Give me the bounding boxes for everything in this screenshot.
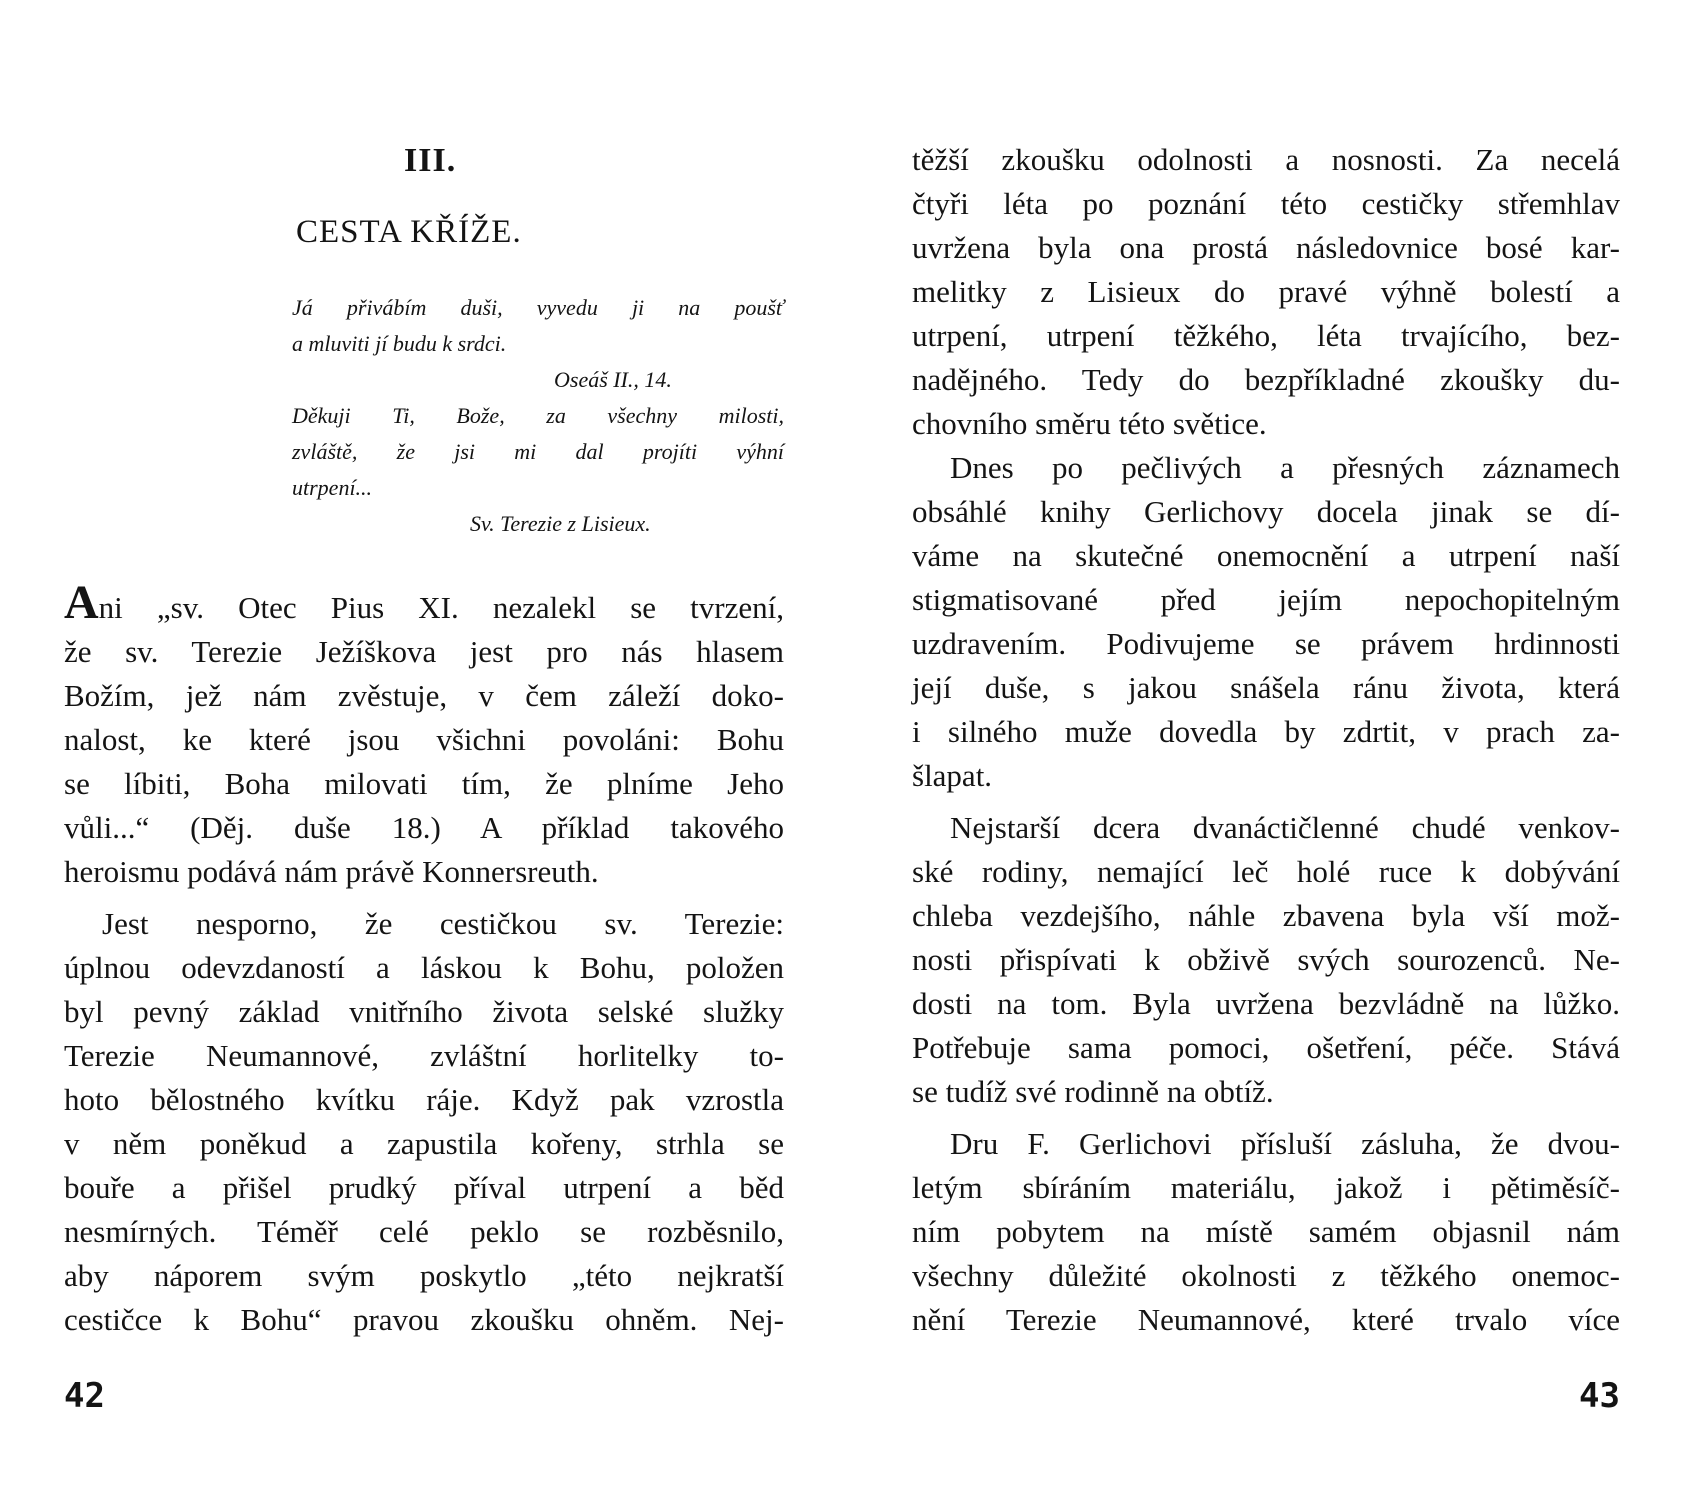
text-line: Dnes po pečlivých a přesných záznamech [950, 450, 1620, 485]
right-body-text [912, 138, 1620, 1342]
text-line: hoto bělostného kvítku ráje. Když pak vzrostla [64, 1082, 784, 1117]
paragraph [912, 806, 1620, 1114]
text-line-content: ni „sv. Otec Pius XI. nezalekl se tvrzení, [98, 590, 784, 625]
chapter-title: CESTA KŘÍŽE. [296, 214, 522, 250]
left-body-text [64, 576, 784, 1342]
text-line: melitky z Lisieux do pravé výhně bolestí a [912, 274, 1620, 309]
epigraph-line: zvláště, že jsi mi dal projíti výhní [292, 439, 784, 464]
epigraph-line: Děkuji Ti, Bože, za všechny milosti, [292, 403, 784, 428]
paragraph [64, 576, 784, 894]
text-line: stigmatisované před jejím nepochopitelným [912, 582, 1620, 617]
text-line: těžší zkoušku odolnosti a nosnosti. Za necelá [912, 142, 1620, 177]
paragraph [912, 1122, 1620, 1342]
paragraph [64, 902, 784, 1342]
text-line: obsáhlé knihy Gerlichovy docela jinak se dí- [912, 494, 1620, 529]
text-line: že sv. Terezie Ježíškova jest pro nás hlasem [64, 634, 784, 669]
text-line: se líbiti, Boha milovati tím, že plníme Jeho [64, 766, 784, 801]
text-line: ské rodiny, nemající leč holé ruce k dobývání [912, 854, 1620, 889]
text-line: šlapat. [912, 758, 993, 793]
left-page [64, 0, 784, 1500]
epigraph-line: a mluviti jí budu k srdci. [292, 331, 507, 356]
text-line: chovního směru této světice. [912, 406, 1267, 441]
text-line: Jest nesporno, že cestičkou sv. Terezie: [102, 906, 784, 941]
text-line: její duše, s jakou snášela ránu života, která [912, 670, 1620, 705]
epigraph-line: Já přivábím duši, vyvedu ji na poušť [292, 295, 784, 320]
text-line: heroismu podává nám právě Konnersreuth. [64, 854, 599, 889]
text-line: váme na skutečné onemocnění a utrpení naší [912, 538, 1620, 573]
text-line: i silného muže dovedla by zdrtit, v prach za- [912, 714, 1620, 749]
epigraph-line: utrpení... [292, 475, 373, 500]
text-line: utrpení, utrpení těžkého, léta trvajícího, bez- [912, 318, 1620, 353]
text-line: nění Terezie Neumannové, které trvalo více [912, 1302, 1620, 1337]
text-line: nosti přispívati k obživě svých sourozenců. Ne- [912, 942, 1620, 977]
text-line: cestičce k Bohu“ pravou zkoušku ohněm. Nej- [64, 1302, 784, 1337]
text-line: dosti na tom. Byla uvržena bezvládně na lůžko. [912, 986, 1620, 1021]
text-line: Potřebuje sama pomoci, ošetření, péče. Stává [912, 1030, 1620, 1065]
text-line [64, 576, 784, 630]
text-line: nesmírných. Téměř celé peklo se rozběsnilo, [64, 1214, 784, 1249]
text-line: nalost, ke které jsou všichni povoláni: Bohu [64, 722, 784, 757]
text-line: Dru F. Gerlichovi přísluší zásluha, že dvou- [950, 1126, 1620, 1161]
epigraph [292, 290, 784, 542]
right-page [912, 0, 1620, 1500]
text-line: Terezie Neumannové, zvláštní horlitelky to- [64, 1038, 784, 1073]
paragraph [912, 446, 1620, 798]
text-line: chleba vezdejšího, náhle zbavena byla vší mož- [912, 898, 1620, 933]
paragraph [912, 138, 1620, 446]
drop-cap: A [64, 576, 99, 629]
text-line: nadějného. Tedy do bezpříkladné zkoušky du- [912, 362, 1620, 397]
chapter-number: III. [404, 142, 457, 179]
text-line: čtyři léta po poznání této cestičky střemhlav [912, 186, 1620, 221]
text-line: uvržena byla ona prostá následovnice bosé kar- [912, 230, 1620, 265]
text-line: úplnou odevzdaností a láskou k Bohu, položen [64, 950, 784, 985]
text-line: Božím, jež nám zvěstuje, v čem záleží doko- [64, 678, 784, 713]
text-line: všechny důležité okolnosti z těžkého onemoc- [912, 1258, 1620, 1293]
text-line: se tudíž své rodinně na obtíž. [912, 1074, 1274, 1109]
text-line: vůli...“ (Děj. duše 18.) A příklad takového [64, 810, 784, 845]
text-line: letým sbíráním materiálu, jakož i pětiměsíč- [912, 1170, 1620, 1205]
text-line: v něm poněkud a zapustila kořeny, strhla se [64, 1126, 784, 1161]
text-line: uzdravením. Podivujeme se právem hrdinnosti [912, 626, 1620, 661]
epigraph-source: Oseáš II., 14. [554, 367, 672, 392]
text-line: ním pobytem na místě samém objasnil nám [912, 1214, 1620, 1249]
text-line: bouře a přišel prudký příval utrpení a běd [64, 1170, 784, 1205]
text-line: aby náporem svým poskytlo „této nejkratší [64, 1258, 784, 1293]
epigraph-source: Sv. Terezie z Lisieux. [470, 511, 651, 536]
text-line: Nejstarší dcera dvanáctičlenné chudé venkov- [950, 810, 1620, 845]
page-number: 42 [64, 1376, 105, 1416]
text-line: byl pevný základ vnitřního života selské služky [64, 994, 784, 1029]
page-number: 43 [1579, 1376, 1620, 1416]
